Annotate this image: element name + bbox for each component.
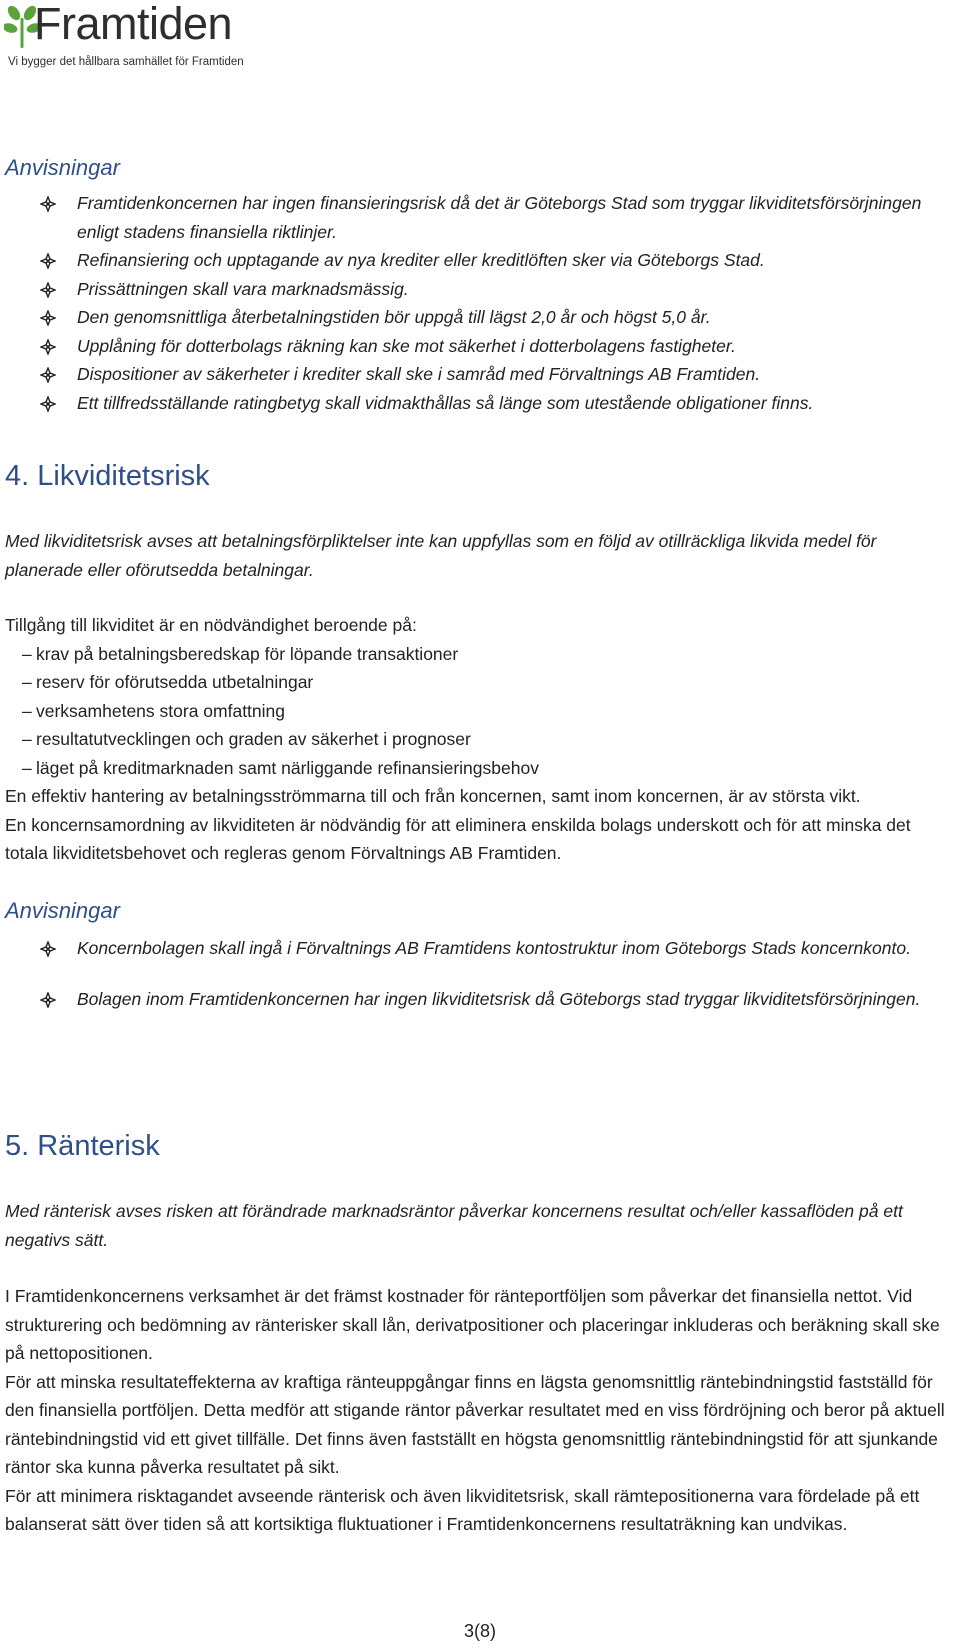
list-item: – resultatutvecklingen och graden av säkerhet i prognoser (5, 725, 955, 754)
list-item (40, 934, 940, 963)
liquidity-dependencies (5, 611, 955, 868)
paragraph: En koncernsamordning av likviditeten är nödvändig för att eliminera enskilda bolags underskott och för att minska det totala likviditetsbehovet och regleras genom Förvaltnings AB Framtiden. (5, 814, 911, 863)
list-item-text: Dispositioner av säkerheter i krediter skall ske i samråd med Förvaltnings AB Framtiden. (77, 364, 761, 384)
guidelines-list (40, 934, 940, 1013)
diamond-bullet-icon (40, 367, 56, 383)
list-item: – reserv för oförutsedda utbetalningar (5, 668, 955, 697)
list-item (40, 275, 940, 304)
list-item-text: Bolagen inom Framtidenkoncernen har ingen likviditetsrisk då Göteborgs stad tryggar likviditetsförsörjningen. (77, 988, 921, 1009)
framtiden-logo (4, 2, 254, 72)
guidelines-heading: Anvisningar (5, 155, 120, 180)
paragraph: I Framtidenkoncernens verksamhet är det främst kostnader för ränteportföljen som påverkar det finansiella nettot. Vid strukturering och bedömning av ränterisker skall lån, derivatpositioner och placeringar inkluderas och beräkning skall ske på nettopositionen. (5, 1286, 940, 1363)
list-item-text: Prissättningen skall vara marknadsmässig. (77, 278, 409, 299)
diamond-bullet-icon (40, 310, 56, 326)
list-item (40, 303, 940, 332)
logo-tagline: Vi bygger det hållbara samhället för Framtiden (8, 56, 244, 68)
section-heading-liquidity-risk: 4. Likviditetsrisk (5, 460, 210, 492)
list-item: – krav på betalningsberedskap för löpande transaktioner (5, 640, 955, 669)
paragraph: En effektiv hantering av betalningsströmmarna till och från koncernen, samt inom koncernen, är av största vikt. (5, 786, 861, 806)
list-item (40, 332, 940, 361)
list-item-text: Framtidenkoncernen har ingen finansieringsrisk då det är Göteborgs Stad som tryggar likviditetsförsörjningen enligt stadens finansiella riktlinjer. (77, 193, 922, 242)
list-item-text: Refinansiering och upptagande av nya krediter eller kreditlöften sker via Göteborgs Stad. (77, 250, 765, 270)
list-item (40, 189, 940, 246)
list-item-text: Den genomsnittliga återbetalningstiden bör uppgå till lägst 2,0 år och högst 5,0 år. (77, 307, 711, 327)
logo-wordmark: Framtiden (34, 0, 233, 49)
diamond-bullet-icon (40, 941, 56, 957)
list-item-text: Koncernbolagen skall ingå i Förvaltnings AB Framtidens kontostruktur inom Göteborgs Stads koncernkonto. (77, 938, 911, 958)
diamond-bullet-icon (40, 396, 56, 412)
diamond-bullet-icon (40, 196, 56, 212)
list-item-text: Ett tillfredsställande ratingbetyg skall vidmakthållas så länge som utestående obligationer finns. (77, 392, 814, 413)
list-item (40, 985, 940, 1014)
page-number: 3(8) (463, 1621, 496, 1641)
list-item: – verksamhetens stora omfattning (5, 697, 955, 726)
dependencies-intro: Tillgång till likviditet är en nödvändighet beroende på: (5, 615, 417, 635)
guidelines-list (40, 189, 940, 417)
list-item-text: Upplåning för dotterbolags räkning kan ske mot säkerhet i dotterbolagens fastigheter. (77, 335, 736, 356)
guidelines-heading: Anvisningar (5, 898, 120, 923)
interest-risk-definition: Med ränterisk avses risken att förändrade marknadsräntor påverkar koncernens resultat och/eller kassaflöden på ett negativs sätt. (5, 1201, 903, 1250)
paragraph: För att minska resultateffekterna av kraftiga ränteuppgångar finns en lägsta genomsnittlig räntebindningstid fastställd för den finansiella portföljen. Detta medför att stigande räntor påverkar resultatet med en viss fördröjning och beror på aktuell räntebindningstid vid ett givet tillfälle. Det finns även fastställt en högsta genomsnittlig räntebindningstid för att sjunkande räntor ska kunna påverka resultatet på sikt. (5, 1371, 945, 1477)
liquidity-risk-definition: Med likviditetsrisk avses att betalningsförpliktelser inte kan uppfyllas som en följd av otillräckliga likvida medel för planerade eller oförutsedda betalningar. (5, 531, 877, 580)
diamond-bullet-icon (40, 992, 56, 1008)
section-heading-interest-rate-risk: 5. Ränterisk (5, 1130, 160, 1162)
list-item (40, 360, 940, 389)
dependencies-list (5, 640, 955, 783)
paragraph: För att minimera risktagandet avseende ränterisk och även likviditetsrisk, skall rämtepositionerna vara fördelade på ett balanserat sätt över tiden så att kortsiktiga fluktuationer i Framtidenkoncernens resultaträkning kan undvikas. (5, 1485, 920, 1534)
list-item (40, 246, 940, 275)
interest-risk-body (5, 1282, 955, 1539)
list-item: – läget på kreditmarknaden samt närliggande refinansieringsbehov (5, 754, 955, 783)
list-item (40, 389, 940, 418)
diamond-bullet-icon (40, 339, 56, 355)
diamond-bullet-icon (40, 282, 56, 298)
diamond-bullet-icon (40, 253, 56, 269)
